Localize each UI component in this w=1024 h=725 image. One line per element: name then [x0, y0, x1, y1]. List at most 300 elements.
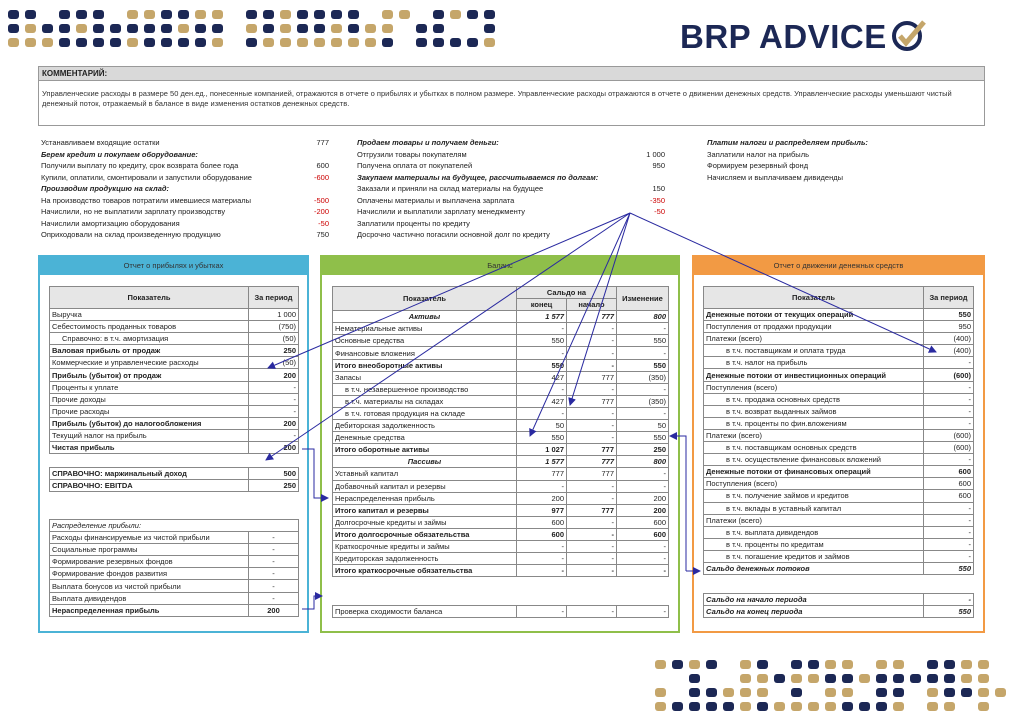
table-cell: (400): [924, 345, 974, 357]
operation-line: [707, 149, 907, 161]
table-cell: Итого капитал и резервы: [333, 504, 517, 516]
table-cell: (750): [249, 321, 299, 333]
table-cell: -: [567, 516, 617, 528]
table-cell: -: [924, 594, 974, 606]
table-cell: -: [517, 565, 567, 577]
table-cell: Справочно: в т.ч. амортизация: [50, 333, 249, 345]
operation-line: [357, 160, 665, 172]
table-cell: 550: [517, 335, 567, 347]
operations-col-2: [357, 137, 665, 241]
table-cell: Формирование фондов развития: [50, 568, 249, 580]
table-row: [704, 526, 974, 538]
table-row: [333, 335, 669, 347]
operation-text: Оплачены материалы и выплачена зарплата: [357, 195, 515, 205]
table-row: [704, 606, 974, 618]
operation-line: [357, 172, 665, 184]
table-row: [333, 456, 669, 468]
table-cell: -: [567, 432, 617, 444]
table-cell: Активы: [333, 311, 517, 323]
table-cell: -: [567, 565, 617, 577]
table-cell: Чистая прибыль: [50, 442, 249, 454]
table-cell: в т.ч. продажа основных средств: [704, 393, 924, 405]
table-cell: -: [249, 429, 299, 441]
table-row: [333, 407, 669, 419]
table-row: [333, 504, 669, 516]
table-cell: 427: [517, 371, 567, 383]
table-header: [333, 287, 669, 299]
table-cell: Прибыль (убыток) от продаж: [50, 369, 249, 381]
table-cell: Формирование резервных фондов: [50, 556, 249, 568]
table-cell: -: [567, 492, 617, 504]
table-row: [333, 565, 669, 577]
operation-text: Отгрузили товары покупателям: [357, 149, 467, 159]
table-cell: Долгосрочные кредиты и займы: [333, 516, 517, 528]
table-cell: -: [924, 454, 974, 466]
table-cell: Платежи (всего): [704, 333, 924, 345]
operation-line: [357, 206, 665, 218]
table-cell: -: [617, 383, 669, 395]
table-cell: Краткосрочные кредиты и займы: [333, 540, 517, 552]
table-cell: в т.ч. вклады в уставный капитал: [704, 502, 924, 514]
table-cell: Выручка: [50, 309, 249, 321]
table-row: [333, 492, 669, 504]
table-cell: Валовая прибыль от продаж: [50, 345, 249, 357]
table-cell: 600: [924, 478, 974, 490]
table-cell: -: [517, 606, 567, 618]
table-cell: Поступления (всего): [704, 381, 924, 393]
table-row: [333, 383, 669, 395]
table-row: [50, 592, 299, 604]
table-cell: Социальные программы: [50, 544, 249, 556]
table-cell: 950: [924, 321, 974, 333]
table-row: [704, 562, 974, 574]
table-cell: -: [567, 407, 617, 419]
table-cell: -: [517, 383, 567, 395]
table-cell: 777: [517, 468, 567, 480]
operation-line: [707, 172, 907, 184]
table-cell: 550: [617, 359, 669, 371]
table-row: [704, 309, 974, 321]
table-row: [50, 309, 299, 321]
operation-line: [357, 229, 665, 241]
table-row: [333, 444, 669, 456]
table-cell: Сальдо на конец периода: [704, 606, 924, 618]
operation-text: Начислили амортизацию оборудования: [41, 218, 180, 228]
table-row: [704, 442, 974, 454]
table-cell: 777: [567, 371, 617, 383]
table-row: [50, 468, 299, 480]
table-cell: -: [517, 347, 567, 359]
operation-amount: -600: [313, 172, 329, 182]
operation-line: [41, 149, 329, 161]
pl-panel: [38, 255, 309, 633]
table-cell: в т.ч. получение займов и кредитов: [704, 490, 924, 502]
table-cell: -: [567, 553, 617, 565]
operation-line: [41, 160, 329, 172]
operation-amount: 600: [316, 161, 329, 170]
operation-text: Купили, оплатили, смонтировали и запустили оборудование: [41, 172, 252, 182]
operation-text: Начисляем и выплачиваем дивиденды: [707, 172, 843, 182]
operation-line: [707, 137, 907, 149]
table-row: [50, 405, 299, 417]
table-row: [704, 321, 974, 333]
table-cell: Платежи (всего): [704, 514, 924, 526]
cf-table: [703, 286, 974, 575]
table-cell: 777: [567, 468, 617, 480]
table-cell: -: [617, 540, 669, 552]
table-cell: -: [617, 468, 669, 480]
table-cell: 600: [924, 466, 974, 478]
table-cell: 550: [617, 335, 669, 347]
operation-amount: 777: [316, 138, 329, 147]
operation-text: Заплатили налог на прибыль: [707, 149, 809, 159]
table-cell: -: [567, 606, 617, 618]
table-cell: Финансовые вложения: [333, 347, 517, 359]
table-cell: -: [924, 550, 974, 562]
table-row: [333, 420, 669, 432]
table-row: [704, 502, 974, 514]
table-cell: в т.ч. осуществление финансовых вложений: [704, 454, 924, 466]
table-cell: Уставный капитал: [333, 468, 517, 480]
comment-box: [38, 66, 985, 126]
table-cell: 777: [567, 456, 617, 468]
table-cell: -: [567, 383, 617, 395]
table-cell: -: [567, 528, 617, 540]
bs-title: Баланс: [322, 257, 678, 275]
operation-text: Закупаем материалы на будущее, рассчитываемся по долгам:: [357, 172, 599, 182]
table-cell: 550: [924, 562, 974, 574]
pl-table: [49, 286, 299, 454]
table-cell: СПРАВОЧНО: маржинальный доход: [50, 468, 249, 480]
table-cell: -: [617, 323, 669, 335]
operation-text: Досрочно частично погасили основной долг по кредиту: [357, 230, 550, 239]
col-header: Показатель: [704, 287, 924, 309]
operation-text: На производство товаров потратили имевшиеся материалы: [41, 195, 252, 205]
comment-title: КОММЕНТАРИЙ:: [39, 67, 984, 81]
table-cell: Сальдо на начало периода: [704, 594, 924, 606]
table-cell: -: [249, 405, 299, 417]
table-cell: Проценты к уплате: [50, 381, 249, 393]
col-header: Показатель: [333, 287, 517, 311]
table-row: [50, 556, 299, 568]
table-cell: Денежные потоки от финансовых операций: [704, 466, 924, 478]
bs-table: [332, 286, 669, 577]
decor-dots-bottom: [655, 660, 1006, 711]
table-cell: Распределение прибыли:: [50, 520, 299, 532]
pl-dist-table: [49, 519, 299, 617]
operation-amount: -200: [313, 207, 329, 216]
operation-line: [357, 218, 665, 230]
table-row: [50, 532, 299, 544]
operation-line: [41, 218, 329, 230]
table-cell: -: [617, 347, 669, 359]
table-header: [704, 287, 974, 309]
table-cell: 600: [517, 516, 567, 528]
table-cell: (600): [924, 429, 974, 441]
operation-text: Производим продукцию на склад:: [41, 184, 170, 193]
table-cell: Расходы финансируемые из чистой прибыли: [50, 532, 249, 544]
table-row: [50, 381, 299, 393]
table-row: [704, 538, 974, 550]
operation-line: [41, 206, 329, 218]
table-cell: -: [924, 526, 974, 538]
pl-title: Отчет о прибылях и убытках: [40, 257, 307, 275]
table-cell: -: [249, 592, 299, 604]
operation-line: [357, 183, 665, 195]
table-cell: -: [517, 480, 567, 492]
table-cell: в т.ч. готовая продукция на складе: [333, 407, 517, 419]
operation-line: [41, 195, 329, 207]
operation-text: Платим налоги и распределяем прибыль:: [707, 138, 868, 147]
operation-amount: -50: [654, 207, 665, 216]
table-row: [333, 311, 669, 323]
table-cell: 200: [249, 442, 299, 454]
operations-col-1: [41, 137, 329, 241]
table-row: [333, 359, 669, 371]
table-row: [704, 429, 974, 441]
table-row: [333, 347, 669, 359]
table-cell: в т.ч. возврат выданных займов: [704, 405, 924, 417]
table-cell: в т.ч. незавершенное производство: [333, 383, 517, 395]
table-cell: (600): [924, 369, 974, 381]
table-row: [50, 568, 299, 580]
table-cell: 550: [924, 606, 974, 618]
table-cell: Кредиторская задолженность: [333, 553, 517, 565]
table-cell: СПРАВОЧНО: EBITDA: [50, 480, 249, 492]
operation-text: Заказали и приняли на склад материалы на будущее: [357, 184, 544, 193]
operation-amount: -50: [318, 218, 329, 228]
operation-text: Продаем товары и получаем деньги:: [357, 138, 499, 147]
table-cell: 600: [924, 490, 974, 502]
table-row: [704, 514, 974, 526]
table-row: [704, 345, 974, 357]
table-row: [333, 323, 669, 335]
table-cell: Пассивы: [333, 456, 517, 468]
cf-title: Отчет о движении денежных средств: [694, 257, 983, 275]
table-cell: Запасы: [333, 371, 517, 383]
check-logo-icon: [891, 18, 927, 60]
table-row: [50, 321, 299, 333]
table-row: [333, 468, 669, 480]
table-row: [50, 480, 299, 492]
table-cell: -: [924, 357, 974, 369]
table-cell: в т.ч. поставщикам основных средств: [704, 442, 924, 454]
table-cell: Выплата дивидендов: [50, 592, 249, 604]
table-cell: Денежные потоки от текущих операций: [704, 309, 924, 321]
table-cell: Нераспределенная прибыль: [50, 604, 249, 616]
operation-amount: 950: [652, 161, 665, 170]
table-cell: Поступления (всего): [704, 478, 924, 490]
table-cell: Прочие доходы: [50, 393, 249, 405]
table-cell: -: [517, 540, 567, 552]
cf-panel: [692, 255, 985, 633]
table-cell: Нематериальные активы: [333, 323, 517, 335]
table-row: [704, 333, 974, 345]
col-header: За период: [924, 287, 974, 309]
table-cell: 250: [249, 480, 299, 492]
table-cell: -: [924, 514, 974, 526]
table-row: [50, 429, 299, 441]
table-cell: 1 577: [517, 311, 567, 323]
operation-text: Устанавливаем входящие остатки: [41, 138, 160, 147]
table-cell: -: [249, 393, 299, 405]
table-cell: -: [567, 359, 617, 371]
col-header: Изменение: [617, 287, 669, 311]
operation-amount: -500: [313, 195, 329, 205]
table-cell: 250: [617, 444, 669, 456]
table-cell: -: [617, 407, 669, 419]
table-cell: -: [249, 580, 299, 592]
table-cell: 1 577: [517, 456, 567, 468]
table-cell: Денежные потоки от инвестиционных операций: [704, 369, 924, 381]
operation-line: [41, 137, 329, 149]
table-row: [704, 357, 974, 369]
table-cell: Сальдо денежных потоков: [704, 562, 924, 574]
table-cell: Текущий налог на прибыль: [50, 429, 249, 441]
table-cell: 200: [249, 417, 299, 429]
table-cell: -: [924, 502, 974, 514]
table-cell: -: [249, 568, 299, 580]
table-row: [333, 528, 669, 540]
table-cell: 550: [517, 432, 567, 444]
table-cell: Платежи (всего): [704, 429, 924, 441]
table-cell: 550: [617, 432, 669, 444]
operation-text: Начислили, но не выплатили зарплату производству: [41, 207, 226, 216]
table-row: [333, 516, 669, 528]
table-cell: 600: [617, 516, 669, 528]
table-cell: 200: [617, 504, 669, 516]
table-cell: 427: [517, 395, 567, 407]
operation-text: Заплатили проценты по кредиту: [357, 218, 470, 228]
operation-text: Формируем резервный фонд: [707, 161, 809, 170]
table-row: [333, 606, 669, 618]
table-cell: в т.ч. погашение кредитов и займов: [704, 550, 924, 562]
table-cell: -: [924, 393, 974, 405]
table-row: [704, 454, 974, 466]
table-cell: в т.ч. материалы на складах: [333, 395, 517, 407]
operation-text: Оприходовали на склад произведенную продукцию: [41, 230, 221, 239]
comment-text: Управленческие расходы в размере 50 ден.ед., понесенные компанией, отражаются в отчете о прибылях и убытках в полном размере. Управленческие расходы отражаются в отчете о движении денежных средств. Управленческие расходы уменьшают чистый денежный поток, отражаемый в балансе в виде изменения остатков денежных средств.: [42, 89, 952, 108]
table-cell: Дебиторская задолженность: [333, 420, 517, 432]
table-cell: Добавочный капитал и резервы: [333, 480, 517, 492]
table-row: [704, 466, 974, 478]
table-cell: -: [517, 553, 567, 565]
decor-dots-top: [8, 10, 495, 47]
pl-ref-table: [49, 467, 299, 492]
table-row: [50, 580, 299, 592]
table-row: [704, 550, 974, 562]
table-cell: 200: [249, 604, 299, 616]
table-cell: Итого долгосрочные обязательства: [333, 528, 517, 540]
table-cell: (50): [249, 357, 299, 369]
table-cell: 200: [249, 369, 299, 381]
table-cell: -: [517, 323, 567, 335]
operation-amount: 750: [316, 230, 329, 239]
table-cell: -: [567, 347, 617, 359]
operation-amount: 1 000: [646, 149, 665, 159]
table-cell: в т.ч. налог на прибыль: [704, 357, 924, 369]
table-row: [50, 357, 299, 369]
operation-line: [41, 229, 329, 241]
operation-line: [357, 195, 665, 207]
operation-text: Берем кредит и покупаем оборудование:: [41, 149, 198, 159]
table-cell: Прочие расходы: [50, 405, 249, 417]
col-header: конец: [517, 299, 567, 311]
table-cell: -: [617, 553, 669, 565]
table-row: [333, 480, 669, 492]
table-cell: -: [924, 381, 974, 393]
bs-panel: [320, 255, 680, 633]
table-cell: 777: [567, 311, 617, 323]
table-cell: (350): [617, 395, 669, 407]
table-cell: -: [924, 417, 974, 429]
table-cell: Итого внеоборотные активы: [333, 359, 517, 371]
table-cell: -: [249, 381, 299, 393]
operation-line: [707, 160, 907, 172]
table-cell: Итого оборотные активы: [333, 444, 517, 456]
table-cell: Прибыль (убыток) до налогообложения: [50, 417, 249, 429]
table-cell: 600: [617, 528, 669, 540]
table-cell: Коммерческие и управленческие расходы: [50, 357, 249, 369]
table-row: [50, 520, 299, 532]
table-row: [333, 540, 669, 552]
table-cell: 250: [249, 345, 299, 357]
table-cell: -: [249, 556, 299, 568]
table-cell: в т.ч. проценты по фин.вложениям: [704, 417, 924, 429]
table-cell: 600: [517, 528, 567, 540]
table-cell: в т.ч. выплата дивидендов: [704, 526, 924, 538]
operation-amount: 150: [652, 184, 665, 193]
table-row: [704, 405, 974, 417]
table-row: [333, 395, 669, 407]
table-cell: -: [249, 544, 299, 556]
table-row: [704, 417, 974, 429]
table-cell: -: [924, 405, 974, 417]
table-row: [50, 417, 299, 429]
table-row: [333, 432, 669, 444]
table-cell: (400): [924, 333, 974, 345]
table-row: [50, 604, 299, 616]
table-row: [333, 553, 669, 565]
table-row: [50, 345, 299, 357]
operation-line: [357, 137, 665, 149]
table-cell: 500: [249, 468, 299, 480]
table-cell: Основные средства: [333, 335, 517, 347]
table-cell: -: [567, 335, 617, 347]
table-cell: 777: [567, 444, 617, 456]
table-row: [50, 442, 299, 454]
operation-line: [41, 172, 329, 184]
table-cell: 977: [517, 504, 567, 516]
table-cell: в т.ч. поставщикам и оплата труда: [704, 345, 924, 357]
operation-line: [357, 149, 665, 161]
table-cell: -: [517, 407, 567, 419]
table-cell: -: [567, 540, 617, 552]
table-row: [704, 478, 974, 490]
col-header: начало: [567, 299, 617, 311]
table-header: [50, 287, 299, 309]
table-cell: 1 000: [249, 309, 299, 321]
table-cell: Себестоимость проданных товаров: [50, 321, 249, 333]
table-cell: -: [924, 538, 974, 550]
table-row: [704, 490, 974, 502]
operation-text: Получили выплату по кредиту, срок возврата более года: [41, 161, 239, 170]
table-cell: 550: [924, 309, 974, 321]
table-cell: -: [617, 606, 669, 618]
table-cell: 777: [567, 504, 617, 516]
col-header: Показатель: [50, 287, 249, 309]
table-cell: 1 027: [517, 444, 567, 456]
